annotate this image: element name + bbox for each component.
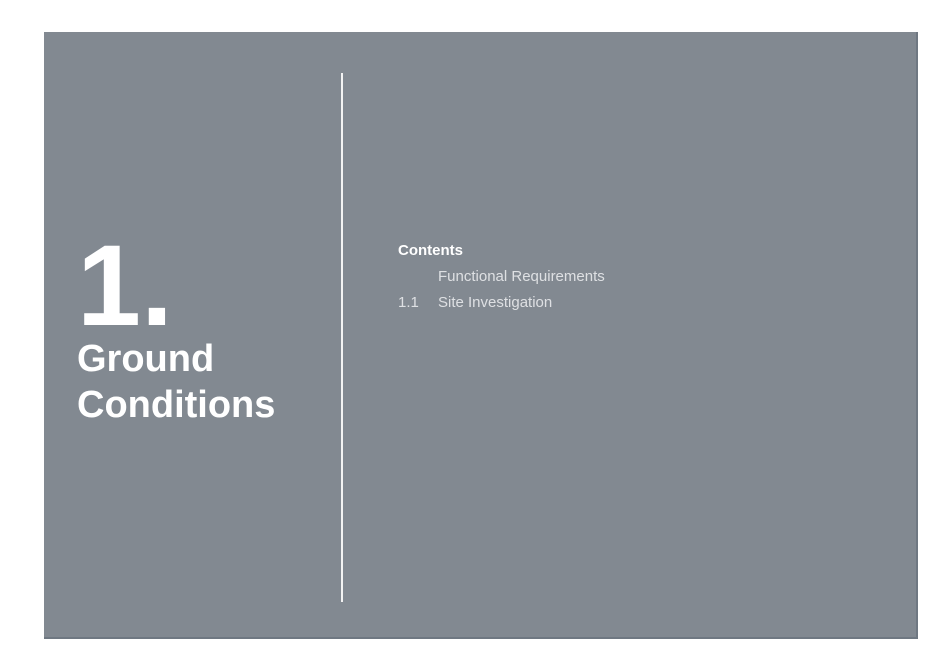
toc-row [398,290,605,316]
toc-row [398,264,605,290]
toc-item-number: 1.1 [398,294,419,311]
contents-block [398,238,605,316]
chapter-number: 1. [77,222,173,350]
toc-item-label: Site Investigation [438,294,553,311]
toc-item-label: Functional Requirements [438,268,605,285]
slide-canvas [44,32,918,639]
chapter-title-line1: Ground [77,338,215,380]
contents-heading: Contents [398,242,463,259]
toc-item-number [398,264,438,290]
vertical-divider [341,73,343,602]
chapter-title-line2: Conditions [77,384,276,426]
chapter-title [77,336,275,428]
